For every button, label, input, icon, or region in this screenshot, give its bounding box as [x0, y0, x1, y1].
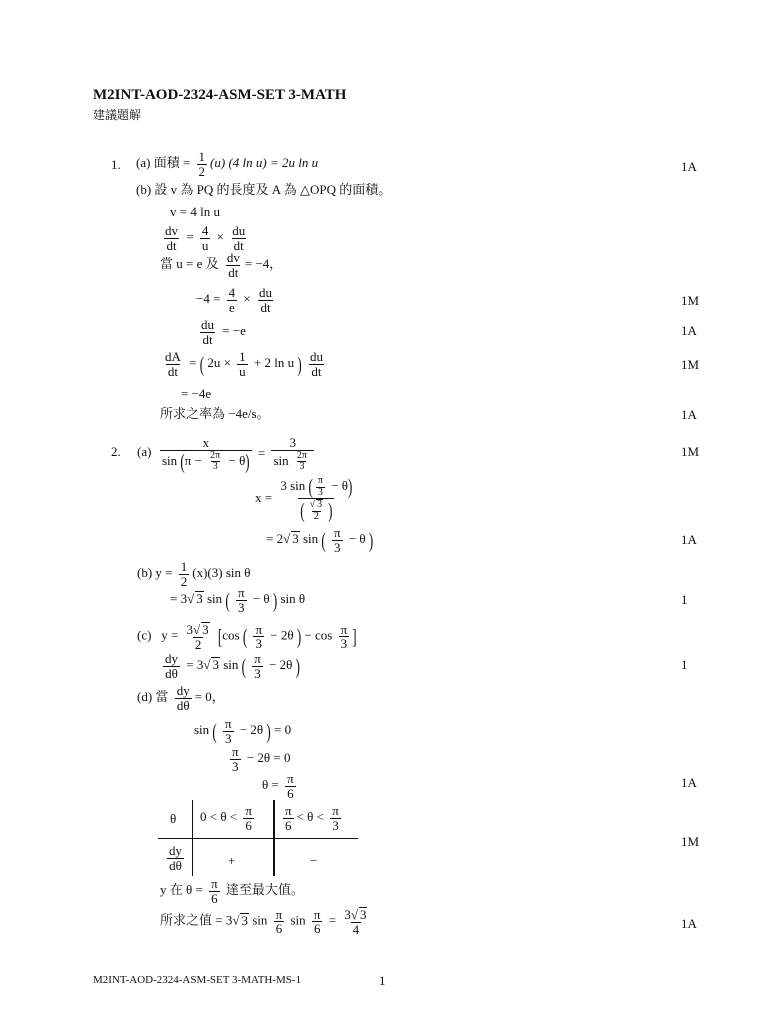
q1b-line: (b) 設 v 為 PQ 的長度及 A 為 △OPQ 的面積。: [136, 182, 392, 197]
table-dy-header: $\frac{dy}{d\theta}$: [169, 843, 182, 873]
q2a-label: (a): [137, 444, 152, 459]
q1-number: 1.: [111, 157, 121, 172]
table-theta-header: θ: [170, 811, 177, 826]
q2b-line2: = 3√ 3 sin ( $\frac{\pi}{3}$ − θ ) sin θ: [170, 585, 306, 615]
page-title: M2INT-AOD-2324-ASM-SET 3-MATH: [93, 87, 347, 103]
q2-number: 2.: [111, 444, 121, 459]
sign-table: [158, 800, 358, 876]
mark-12: 1A: [681, 916, 697, 931]
q2a-ans: = 2√ 3 sin ( $\frac{\pi}{3}$ − θ ): [266, 525, 374, 555]
mark-6: 1M: [681, 444, 700, 459]
mark-5: 1A: [681, 407, 697, 422]
q2a-eq: x sin (π − $\frac{2\pi}{3}$ − θ) = 3 sin $\frac{2\pi}{3}$: [157, 436, 317, 473]
q2d-when: (d) 當 $\frac{dy}{d\theta}$ = 0，: [137, 683, 225, 713]
q1-dvdt: $\frac{dv}{dt}$ = $\frac{4}{u}$ × $\frac{du}{dt}$: [165, 223, 246, 253]
q2d-max: y 在 θ = $\frac{\pi}{6}$ 達至最大值。: [160, 876, 304, 906]
mark-3: 1A: [681, 323, 697, 338]
q1a-line: (a) 面積 = $\frac{1}{2}$ (u) (4 ln u) = 2u ln u: [136, 149, 319, 179]
mark-4: 1M: [681, 357, 700, 372]
q2d-sin: sin ( $\frac{\pi}{3}$ − 2θ ) = 0: [194, 716, 292, 746]
mark-2: 1M: [681, 293, 700, 308]
q1-rate: 所求之率為 −4e/s。: [160, 406, 270, 421]
page-subtitle: 建議題解: [93, 108, 142, 122]
q2d-step: $\frac{\pi}{3}$ − 2θ = 0: [232, 744, 291, 774]
q1-dAdt: $\frac{dA}{dt}$ = ( 2u × $\frac{1}{u}$ + 2 ln u ) $\frac{du}{dt}$: [165, 349, 323, 379]
q1-vdef: v = 4 ln u: [170, 204, 220, 219]
q1-result: = −4e: [181, 386, 212, 401]
q2d-final: 所求之值 = 3√ 3 sin $\frac{\pi}{6}$ sin $\frac{\pi}{6}$ = $\frac{3√ 3}{4}$: [160, 906, 367, 937]
q2b-line: (b) y = $\frac{1}{2}$ (x)(3) sin θ: [137, 559, 251, 589]
q1-sub: −4 = $\frac{4}{e}$ × $\frac{du}{dt}$: [196, 285, 273, 315]
q2d-theta: θ = $\frac{\pi}{6}$: [262, 771, 294, 801]
mark-8: 1: [681, 592, 688, 607]
table-minus: −: [310, 853, 318, 868]
q2a-x: x = 3 sin ( $\frac{\pi}{3}$ − θ) ( $\frac{√ 3}{2}$ ): [255, 474, 353, 522]
mark-9: 1: [681, 657, 688, 672]
mark-10: 1A: [681, 775, 697, 790]
page-number: 1: [379, 973, 386, 988]
q2c-deriv: $\frac{dy}{d\theta}$ = 3√ 3 sin ( $\frac{\pi}{3}$ − 2θ ): [165, 651, 300, 681]
q2c-line: (c) y = $\frac{3√ 3}{2}$ [cos ( $\frac{\pi}{3}$ − 2θ ) − cos $\frac{\pi}{3}$ ]: [137, 621, 357, 652]
mark-11: 1M: [681, 834, 700, 849]
mark-1: 1A: [681, 159, 697, 174]
mark-7: 1A: [681, 532, 697, 547]
q1-dudt: $\frac{du}{dt}$ = −e: [201, 317, 246, 347]
q1-when: 當 u = e 及 $\frac{dv}{dt}$ = −4，: [160, 250, 283, 280]
table-col2-header: $\frac{\pi}{6}$ < θ < $\frac{\pi}{3}$: [285, 803, 339, 833]
table-col1-header: 0 < θ < $\frac{\pi}{6}$: [200, 803, 252, 833]
table-plus: +: [228, 853, 236, 868]
footer-code: M2INT-AOD-2324-ASM-SET 3-MATH-MS-1: [93, 974, 302, 986]
